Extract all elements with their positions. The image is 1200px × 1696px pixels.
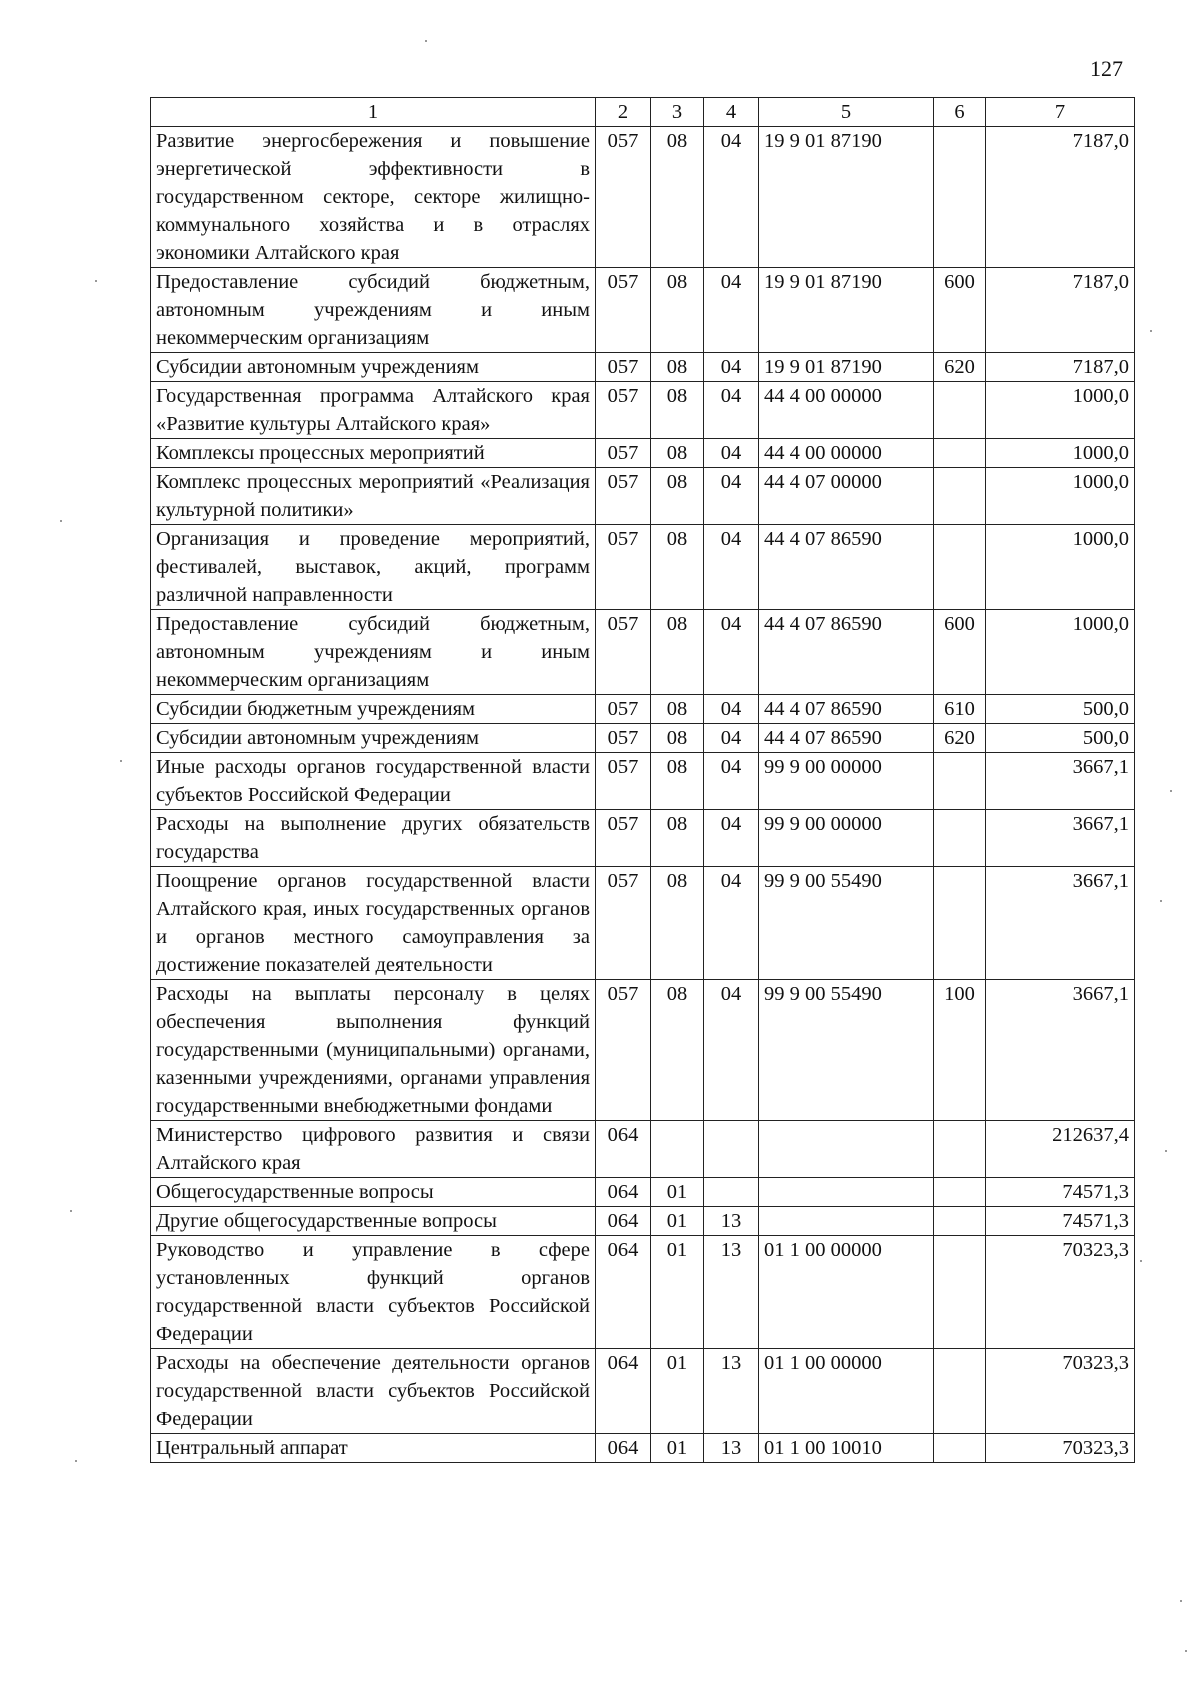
scan-speck — [1150, 330, 1152, 332]
scan-speck — [60, 520, 62, 522]
table-row — [151, 268, 1135, 353]
row-amount: 212637,4 — [986, 1121, 1135, 1178]
row-target-code — [759, 1207, 934, 1236]
row-name: Расходы на выполнение других обязательств государства — [151, 810, 596, 867]
header-col-7: 7 — [986, 98, 1135, 127]
row-section-code: 08 — [651, 695, 704, 724]
row-subsection-code: 04 — [704, 382, 759, 439]
row-target-code: 99 9 00 55490 — [759, 867, 934, 980]
row-ministry-code: 057 — [596, 867, 651, 980]
row-amount: 74571,3 — [986, 1207, 1135, 1236]
row-section-code: 08 — [651, 468, 704, 525]
table-row — [151, 810, 1135, 867]
row-amount: 1000,0 — [986, 610, 1135, 695]
scan-speck — [1140, 1260, 1142, 1262]
row-subsection-code: 04 — [704, 724, 759, 753]
scan-speck — [95, 280, 97, 282]
row-ministry-code: 064 — [596, 1236, 651, 1349]
header-col-6: 6 — [934, 98, 986, 127]
table-row — [151, 1207, 1135, 1236]
row-target-code: 44 4 07 86590 — [759, 724, 934, 753]
row-target-code: 01 1 00 00000 — [759, 1349, 934, 1434]
row-name: Предоставление субсидий бюджетным, автономным учреждениям и иным некоммерческим организациям — [151, 610, 596, 695]
row-amount: 500,0 — [986, 724, 1135, 753]
row-amount: 70323,3 — [986, 1434, 1135, 1463]
row-section-code: 01 — [651, 1349, 704, 1434]
row-ministry-code: 057 — [596, 724, 651, 753]
scan-speck — [1160, 900, 1162, 902]
header-col-1: 1 — [151, 98, 596, 127]
row-ministry-code: 057 — [596, 468, 651, 525]
row-ministry-code: 057 — [596, 525, 651, 610]
row-expense-type — [934, 468, 986, 525]
scan-speck — [70, 1210, 72, 1212]
row-amount: 70323,3 — [986, 1349, 1135, 1434]
header-row — [151, 98, 1135, 127]
row-name: Министерство цифрового развития и связи Алтайского края — [151, 1121, 596, 1178]
row-name: Предоставление субсидий бюджетным, автономным учреждениям и иным некоммерческим организациям — [151, 268, 596, 353]
row-section-code: 08 — [651, 753, 704, 810]
table-row — [151, 525, 1135, 610]
row-target-code: 19 9 01 87190 — [759, 127, 934, 268]
row-section-code: 01 — [651, 1236, 704, 1349]
row-name: Центральный аппарат — [151, 1434, 596, 1463]
table-row — [151, 1178, 1135, 1207]
row-section-code: 08 — [651, 127, 704, 268]
row-ministry-code: 057 — [596, 127, 651, 268]
row-section-code: 01 — [651, 1434, 704, 1463]
row-subsection-code: 13 — [704, 1349, 759, 1434]
row-expense-type — [934, 1434, 986, 1463]
row-expense-type — [934, 127, 986, 268]
table-row — [151, 695, 1135, 724]
row-section-code: 08 — [651, 353, 704, 382]
row-target-code: 01 1 00 10010 — [759, 1434, 934, 1463]
table-row — [151, 610, 1135, 695]
row-ministry-code: 057 — [596, 439, 651, 468]
row-ministry-code: 064 — [596, 1121, 651, 1178]
row-target-code: 19 9 01 87190 — [759, 353, 934, 382]
row-target-code: 01 1 00 00000 — [759, 1236, 934, 1349]
row-expense-type: 600 — [934, 610, 986, 695]
row-ministry-code: 057 — [596, 382, 651, 439]
row-name: Поощрение органов государственной власти Алтайского края, иных государственных органов и органов местного самоуправления за достижение показателей деятельности — [151, 867, 596, 980]
row-target-code: 44 4 00 00000 — [759, 382, 934, 439]
row-target-code: 44 4 00 00000 — [759, 439, 934, 468]
row-amount: 7187,0 — [986, 127, 1135, 268]
row-name: Организация и проведение мероприятий, фестивалей, выставок, акций, программ различной направленности — [151, 525, 596, 610]
row-section-code: 01 — [651, 1207, 704, 1236]
table-body — [151, 127, 1135, 1463]
row-expense-type — [934, 753, 986, 810]
row-ministry-code: 057 — [596, 610, 651, 695]
scan-speck — [1165, 1150, 1167, 1152]
scan-speck — [1185, 1650, 1187, 1652]
table-row — [151, 1349, 1135, 1434]
table-row — [151, 127, 1135, 268]
row-amount: 1000,0 — [986, 525, 1135, 610]
row-subsection-code: 04 — [704, 753, 759, 810]
row-subsection-code: 13 — [704, 1434, 759, 1463]
row-subsection-code: 04 — [704, 468, 759, 525]
row-section-code — [651, 1121, 704, 1178]
table-row — [151, 980, 1135, 1121]
row-amount: 1000,0 — [986, 468, 1135, 525]
header-col-4: 4 — [704, 98, 759, 127]
row-expense-type: 620 — [934, 353, 986, 382]
row-subsection-code: 13 — [704, 1236, 759, 1349]
row-ministry-code: 064 — [596, 1178, 651, 1207]
row-target-code: 99 9 00 55490 — [759, 980, 934, 1121]
table-row — [151, 382, 1135, 439]
header-col-3: 3 — [651, 98, 704, 127]
scan-speck — [120, 760, 122, 762]
scan-speck — [1170, 790, 1172, 792]
row-amount: 1000,0 — [986, 439, 1135, 468]
row-ministry-code: 057 — [596, 980, 651, 1121]
row-name: Иные расходы органов государственной власти субъектов Российской Федерации — [151, 753, 596, 810]
row-subsection-code: 04 — [704, 268, 759, 353]
row-target-code — [759, 1121, 934, 1178]
row-amount: 74571,3 — [986, 1178, 1135, 1207]
row-target-code — [759, 1178, 934, 1207]
header-col-2: 2 — [596, 98, 651, 127]
row-expense-type — [934, 810, 986, 867]
row-ministry-code: 064 — [596, 1434, 651, 1463]
row-amount: 1000,0 — [986, 382, 1135, 439]
row-section-code: 08 — [651, 525, 704, 610]
row-expense-type — [934, 1121, 986, 1178]
row-section-code: 08 — [651, 810, 704, 867]
row-amount: 3667,1 — [986, 980, 1135, 1121]
row-expense-type — [934, 1349, 986, 1434]
row-name: Субсидии автономным учреждениям — [151, 724, 596, 753]
row-ministry-code: 057 — [596, 695, 651, 724]
row-subsection-code: 04 — [704, 439, 759, 468]
budget-table — [150, 97, 1135, 1463]
row-subsection-code: 04 — [704, 980, 759, 1121]
row-target-code: 44 4 07 86590 — [759, 695, 934, 724]
row-ministry-code: 057 — [596, 268, 651, 353]
row-ministry-code: 057 — [596, 753, 651, 810]
row-subsection-code: 04 — [704, 525, 759, 610]
row-name: Комплекс процессных мероприятий «Реализация культурной политики» — [151, 468, 596, 525]
page-number: 127 — [1090, 56, 1123, 81]
table-row — [151, 1121, 1135, 1178]
row-section-code: 08 — [651, 268, 704, 353]
row-amount: 70323,3 — [986, 1236, 1135, 1349]
table-row — [151, 753, 1135, 810]
table-row — [151, 1236, 1135, 1349]
row-expense-type — [934, 525, 986, 610]
row-target-code: 44 4 07 86590 — [759, 610, 934, 695]
row-name: Расходы на выплаты персоналу в целях обеспечения выполнения функций государственными (муниципальными) органами, казенными учреждениями, органами управления государственными внебюджетными фондами — [151, 980, 596, 1121]
row-ministry-code: 057 — [596, 810, 651, 867]
row-subsection-code: 04 — [704, 867, 759, 980]
row-name: Комплексы процессных мероприятий — [151, 439, 596, 468]
scan-speck — [425, 40, 427, 42]
row-name: Субсидии бюджетным учреждениям — [151, 695, 596, 724]
header-col-5: 5 — [759, 98, 934, 127]
row-name: Развитие энергосбережения и повышение энергетической эффективности в государственном секторе, секторе жилищно-коммунального хозяйства и в отраслях экономики Алтайского края — [151, 127, 596, 268]
row-amount: 3667,1 — [986, 810, 1135, 867]
row-expense-type — [934, 867, 986, 980]
row-target-code: 99 9 00 00000 — [759, 753, 934, 810]
table-row — [151, 439, 1135, 468]
row-subsection-code — [704, 1178, 759, 1207]
row-expense-type — [934, 1236, 986, 1349]
table-row — [151, 353, 1135, 382]
row-expense-type — [934, 1178, 986, 1207]
row-subsection-code: 04 — [704, 610, 759, 695]
row-name: Общегосударственные вопросы — [151, 1178, 596, 1207]
row-subsection-code: 04 — [704, 127, 759, 268]
row-name: Субсидии автономным учреждениям — [151, 353, 596, 382]
row-name: Расходы на обеспечение деятельности органов государственной власти субъектов Российской Федерации — [151, 1349, 596, 1434]
row-expense-type — [934, 1207, 986, 1236]
row-subsection-code: 04 — [704, 810, 759, 867]
table-row — [151, 468, 1135, 525]
row-ministry-code: 064 — [596, 1207, 651, 1236]
row-amount: 3667,1 — [986, 753, 1135, 810]
table-row — [151, 1434, 1135, 1463]
row-section-code: 08 — [651, 610, 704, 695]
row-amount: 7187,0 — [986, 268, 1135, 353]
row-target-code: 44 4 07 00000 — [759, 468, 934, 525]
row-subsection-code: 13 — [704, 1207, 759, 1236]
row-expense-type — [934, 439, 986, 468]
row-expense-type: 610 — [934, 695, 986, 724]
row-expense-type: 620 — [934, 724, 986, 753]
row-amount: 500,0 — [986, 695, 1135, 724]
row-name: Другие общегосударственные вопросы — [151, 1207, 596, 1236]
row-amount: 7187,0 — [986, 353, 1135, 382]
row-target-code: 99 9 00 00000 — [759, 810, 934, 867]
row-expense-type — [934, 382, 986, 439]
row-section-code: 08 — [651, 382, 704, 439]
row-name: Государственная программа Алтайского края «Развитие культуры Алтайского края» — [151, 382, 596, 439]
row-target-code: 44 4 07 86590 — [759, 525, 934, 610]
row-name: Руководство и управление в сфере установленных функций органов государственной власти субъектов Российской Федерации — [151, 1236, 596, 1349]
scan-speck — [1180, 1600, 1182, 1602]
row-subsection-code: 04 — [704, 695, 759, 724]
row-amount: 3667,1 — [986, 867, 1135, 980]
row-ministry-code: 064 — [596, 1349, 651, 1434]
row-expense-type: 100 — [934, 980, 986, 1121]
row-subsection-code — [704, 1121, 759, 1178]
table-row — [151, 724, 1135, 753]
row-section-code: 08 — [651, 724, 704, 753]
scan-speck — [75, 1460, 77, 1462]
row-expense-type: 600 — [934, 268, 986, 353]
row-section-code: 08 — [651, 980, 704, 1121]
row-section-code: 01 — [651, 1178, 704, 1207]
row-section-code: 08 — [651, 439, 704, 468]
row-subsection-code: 04 — [704, 353, 759, 382]
row-section-code: 08 — [651, 867, 704, 980]
row-ministry-code: 057 — [596, 353, 651, 382]
table-row — [151, 867, 1135, 980]
row-target-code: 19 9 01 87190 — [759, 268, 934, 353]
